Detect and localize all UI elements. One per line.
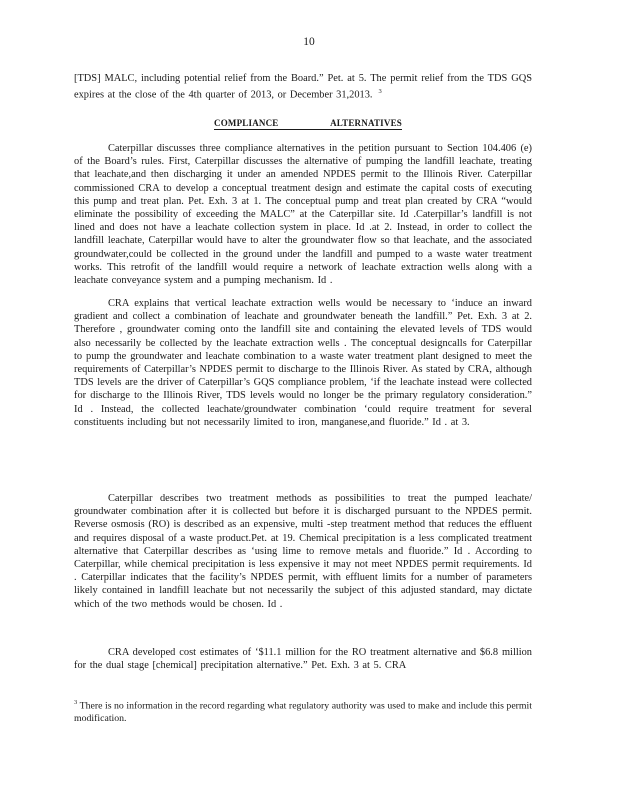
paragraph-4-text: CRA developed cost estimates of ‘$11.1 million for the RO treatment alternative and $6.8 million for the dual stage [chemical] precipitation alternative.” Pet. Exh. 3 at 5. CRA — [74, 647, 532, 672]
paragraph-4 — [74, 646, 532, 672]
section-heading — [214, 118, 402, 130]
paragraph-3 — [74, 492, 532, 611]
paragraph-2 — [74, 297, 532, 429]
footnote-text: There is no information in the record regarding what regulatory authority was used to make and include this permit modification. — [74, 700, 532, 725]
section-heading-word-2: ALTERNATIVES — [330, 118, 402, 128]
footnote — [74, 697, 532, 726]
section-heading-word-1: COMPLIANCE — [214, 118, 279, 128]
paragraph-1-text: Caterpillar discusses three compliance alternatives in the petition pursuant to Section 104.406 (e) of the Board’s rules. First, Caterpillar discusses the alternative of pumping the landfill leachate, treating that leachate,and then discharging it under an amended NPDES permit to the Illinois River. Caterpillar commissioned CRA to develop a conceptual treatment design and estimate the capital costs of executing this pump and treat plan. Pet. Exh. 3 at 1. The conceptual pump and treat plan created by CRA “would eliminate the possibility of exceeding the MALC” at the Caterpillar site. Id .Caterpillar’s landfill is not lined and does not have a leachate collection system in place. Id .at 2. Instead, in order to collect the landfill leachate, Caterpillar would have to alter the groundwater flow so that leachate, and the associated groundwater,could be collected in the ground under the landfill and pumped to a waste water treatment works. This retrofit of the landfill would require a network of leachate extraction wells along with a leachate conveyance system and a pumping mechanism. Id . — [74, 143, 532, 287]
footnote-marker: 3 — [74, 699, 78, 706]
paragraph-3-text: Caterpillar describes two treatment methods as possibilities to treat the pumped leachate/ groundwater combination after it is collected but before it is discharged pursuant to the NPDES permit. Reverse osmosis (RO) is described as an expensive, multi -step treatment method that reduces the effluent and requires disposal of a waste product.Pet. at 19. Chemical precipitation is a less complicated treatment alternative that Caterpillar describes as ‘using lime to remove metals and fluoride.” Id . According to Caterpillar, while chemical precipitation is less expensive it may not meet NPDES permit requirements. Id . Caterpillar indicates that the facility’s NPDES permit, with effluent limits for a number of parameters likely contained in landfill leachate but not necessarily the subject of this adjusted standard, may dictate which of the two methods would be chosen. Id . — [74, 493, 532, 610]
page-number: 10 — [303, 36, 315, 48]
lead-paragraph-text: [TDS] MALC, including potential relief from the Board.” Pet. at 5. The permit relief from the TDS GQS expires at the close of the 4th quarter of 2013, or December 31,2013. — [74, 73, 532, 101]
lead-paragraph — [74, 72, 532, 102]
footnote-reference[interactable]: 3 — [378, 88, 382, 96]
paragraph-2-text: CRA explains that vertical leachate extraction wells would be necessary to ‘induce an inward gradient and collect a combination of leachate and groundwater beneath the landfill.” Pet. Exh. 3 at 2. Therefore , groundwater coming onto the landfill site and containing the elevated levels of TDS would also necessarily be collected by the leachate extraction wells . The conceptual designcalls for Caterpillar to pump the groundwater and leachate combination to a waste water treatment plant designed to meet the requirements of Caterpillar’s NPDES permit to discharge to the Illinois River. As stated by CRA, although TDS levels are the driver of Caterpillar’s GQS compliance problem, ‘if the leachate instead were collected for discharge to the Illinois River, TDS levels would no longer be the primary regulatory consideration.” Id . Instead, the collected leachate/groundwater combination ‘could require treatment for several constituents including but not necessarily limited to iron, manganese,and fluoride.” Id . at 3. — [74, 298, 532, 428]
paragraph-1 — [74, 142, 532, 287]
